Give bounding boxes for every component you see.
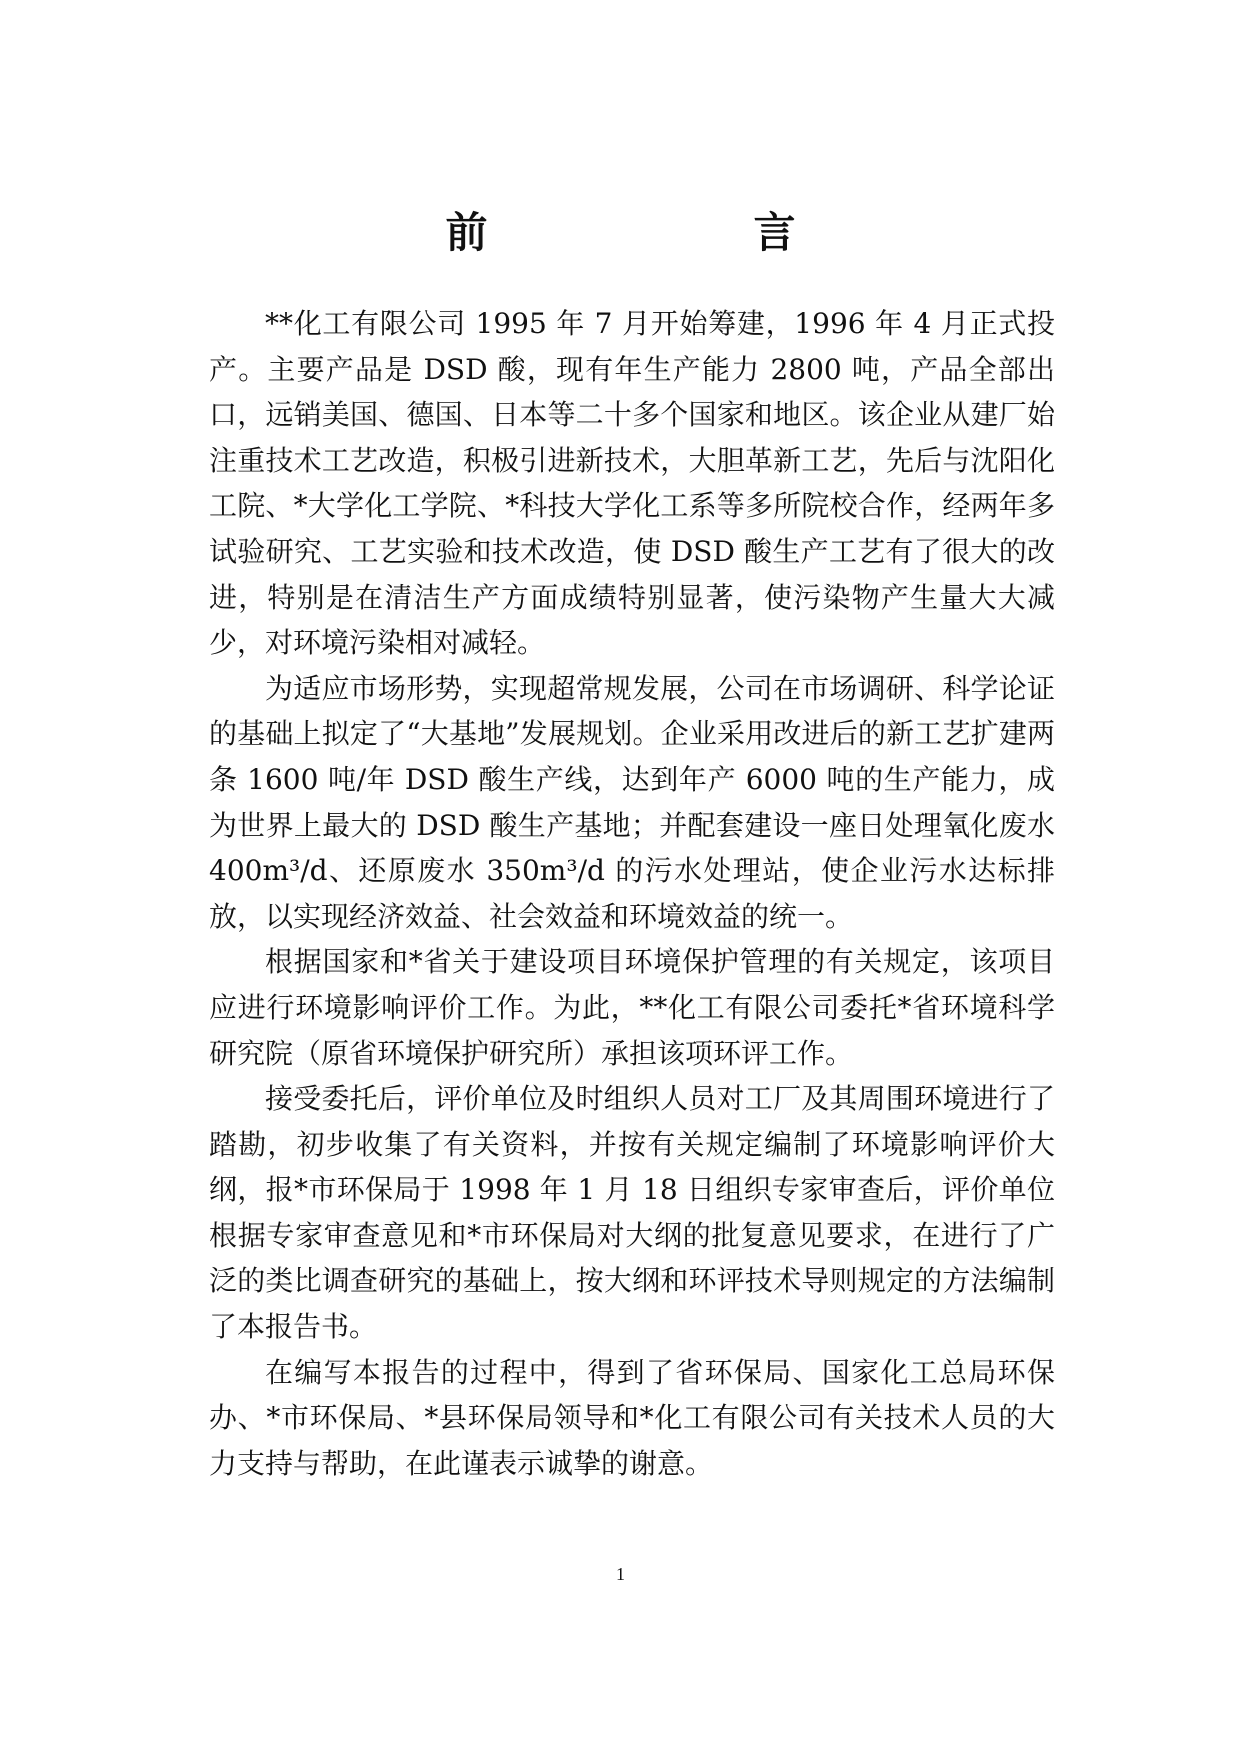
body-text	[209, 301, 1055, 1486]
paragraph-expansion-plan: 为适应市场形势，实现超常规发展，公司在市场调研、科学论证的基础上拟定了“大基地”发展规划。企业采用改进后的新工艺扩建两条 1600 吨/年 DSD 酸生产线，达到年产 6000 吨的生产能力，成为世界上最大的 DSD 酸生产基地；并配套建设一座日处理氧化废水 400m³/d、还原废水 350m³/d 的污水处理站，使企业污水达标排放，以实现经济效益、社会效益和环境效益的统一。	[209, 671, 1055, 933]
page-number: 1	[616, 1564, 625, 1584]
paragraph-regulation-basis: 根据国家和*省关于建设项目环境保护管理的有关规定，该项目应进行环境影响评价工作。为此，**化工有限公司委托*省环境科学研究院（原省环境保护研究所）承担该项环评工作。	[209, 945, 1055, 1070]
page-title: 前 言	[445, 208, 908, 257]
paragraph-acknowledgement: 在编写本报告的过程中，得到了省环保局、国家化工总局环保办、*市环保局、*县环保局领导和*化工有限公司有关技术人员的大力支持与帮助，在此谨表示诚挚的谢意。	[209, 1355, 1055, 1480]
paragraph-project-background: **化工有限公司 1995 年 7 月开始筹建，1996 年 4 月正式投产。主要产品是 DSD 酸，现有年生产能力 2800 吨，产品全部出口，远销美国、德国、日本等二十多个国家和地区。该企业从建厂始注重技术工艺改造，积极引进新技术，大胆革新工艺，先后与沈阳化工院、*大学化工学院、*科技大学化工系等多所院校合作，经两年多试验研究、工艺实验和技术改造，使 DSD 酸生产工艺有了很大的改进，特别是在清洁生产方面成绩特别显著，使污染物产生量大大减少，对环境污染相对减轻。	[209, 307, 1055, 660]
paragraph-assessment-process: 接受委托后，评价单位及时组织人员对工厂及其周围环境进行了踏勘，初步收集了有关资料，并按有关规定编制了环境影响评价大纲，报*市环保局于 1998 年 1 月 18 日组织专家审查后，评价单位根据专家审查意见和*市环保局对大纲的批复意见要求，在进行了广泛的类比调查研究的基础上，按大纲和环评技术导则规定的方法编制了本报告书。	[209, 1082, 1055, 1344]
